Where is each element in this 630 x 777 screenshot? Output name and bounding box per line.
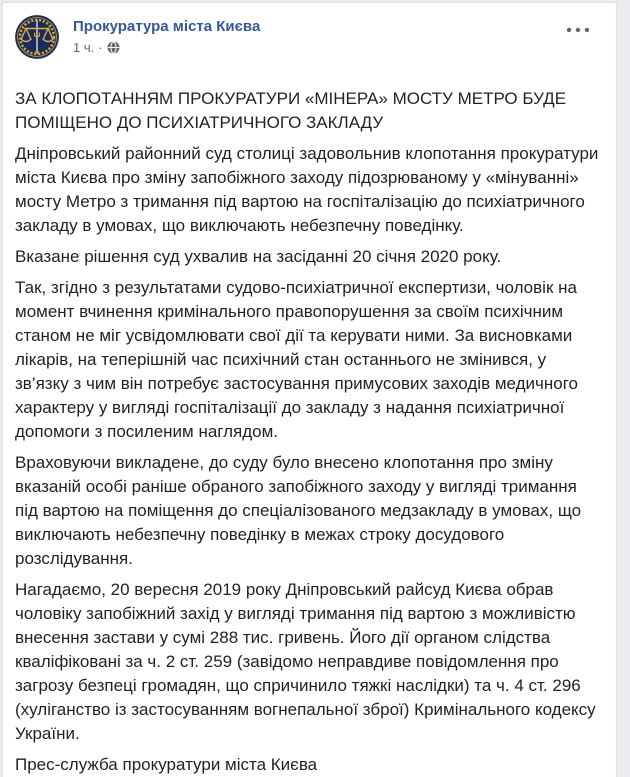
avatar[interactable] — [15, 15, 59, 59]
post-meta — [73, 40, 260, 55]
post-paragraph: Нагадаємо, 20 вересня 2019 року Дніпровський райсуд Києва обрав чоловіку запобіжний захід у вигляді тримання під вартою з можливістю внесення застави у сумі 288 тис. гривень. Його дії органом слідства кваліфіковані за ч. 2 ст. 259 (завідомо неправдиве повідомлення про загрозу безпеці громадян, що спричинило тяжкі наслідки) та ч. 4 ст. 296 (хуліганство із застосуванням вогнепальної зброї) Кримінального кодексу України. — [15, 580, 596, 743]
post-menu-button[interactable] — [562, 23, 594, 37]
post-signature: Прес-служба прокуратури міста Києва — [15, 755, 318, 774]
post-paragraph: Враховуючи викладене, до суду було внесено клопотання про зміну вказаній особі раніше обраного запобіжного заходу у вигляді тримання під вартою на поміщення до спеціалізованого медзакладу в умовах, що виключають небезпечну поведінку в межах строку досудового розслідування. — [15, 453, 582, 568]
timestamp-link[interactable]: 1 ч. — [73, 40, 95, 55]
meta-separator: · — [98, 40, 103, 55]
globe-icon — [107, 41, 120, 54]
post-paragraph: Дніпровський районний суд столиці задовольнив клопотання прокуратури міста Києва про зміну запобіжного заходу підозрюваному у «мінуванні» мосту Метро з тримання під вартою на госпіталізацію до психіатричного закладу в умовах, що виключають небезпечну поведінку. — [15, 144, 599, 235]
post-paragraph: Вказане рішення суд ухвалив на засіданні 20 січня 2020 року. — [15, 247, 502, 266]
post-title: ЗА КЛОПОТАННЯМ ПРОКУРАТУРИ «МІНЕРА» МОСТУ МЕТРО БУДЕ ПОМІЩЕНО ДО ПСИХІАТРИЧНОГО ЗАКЛАДУ — [15, 89, 567, 132]
post-paragraph: Так, згідно з результатами судово-психіатричної експертизи, чоловік на момент вчинення кримінального правопорушення за своїм психічним станом не міг усвідомлювати свої дії та керувати ними. За висновками лікарів, на теперішній час психічний стан останнього не змінився, у зв’язку з чим він потребує застосування примусових заходів медичного характеру у вигляді госпіталізації до закладу з надання психіатричної допомоги з посиленим наглядом. — [15, 278, 579, 441]
header-text — [73, 15, 260, 55]
post-content — [3, 59, 616, 777]
ellipsis-icon — [566, 27, 590, 33]
post-card — [2, 2, 617, 777]
prosecutor-emblem-icon — [15, 15, 59, 59]
page-name-link[interactable]: Прокуратура міста Києва — [73, 18, 261, 35]
post-header — [3, 3, 616, 59]
